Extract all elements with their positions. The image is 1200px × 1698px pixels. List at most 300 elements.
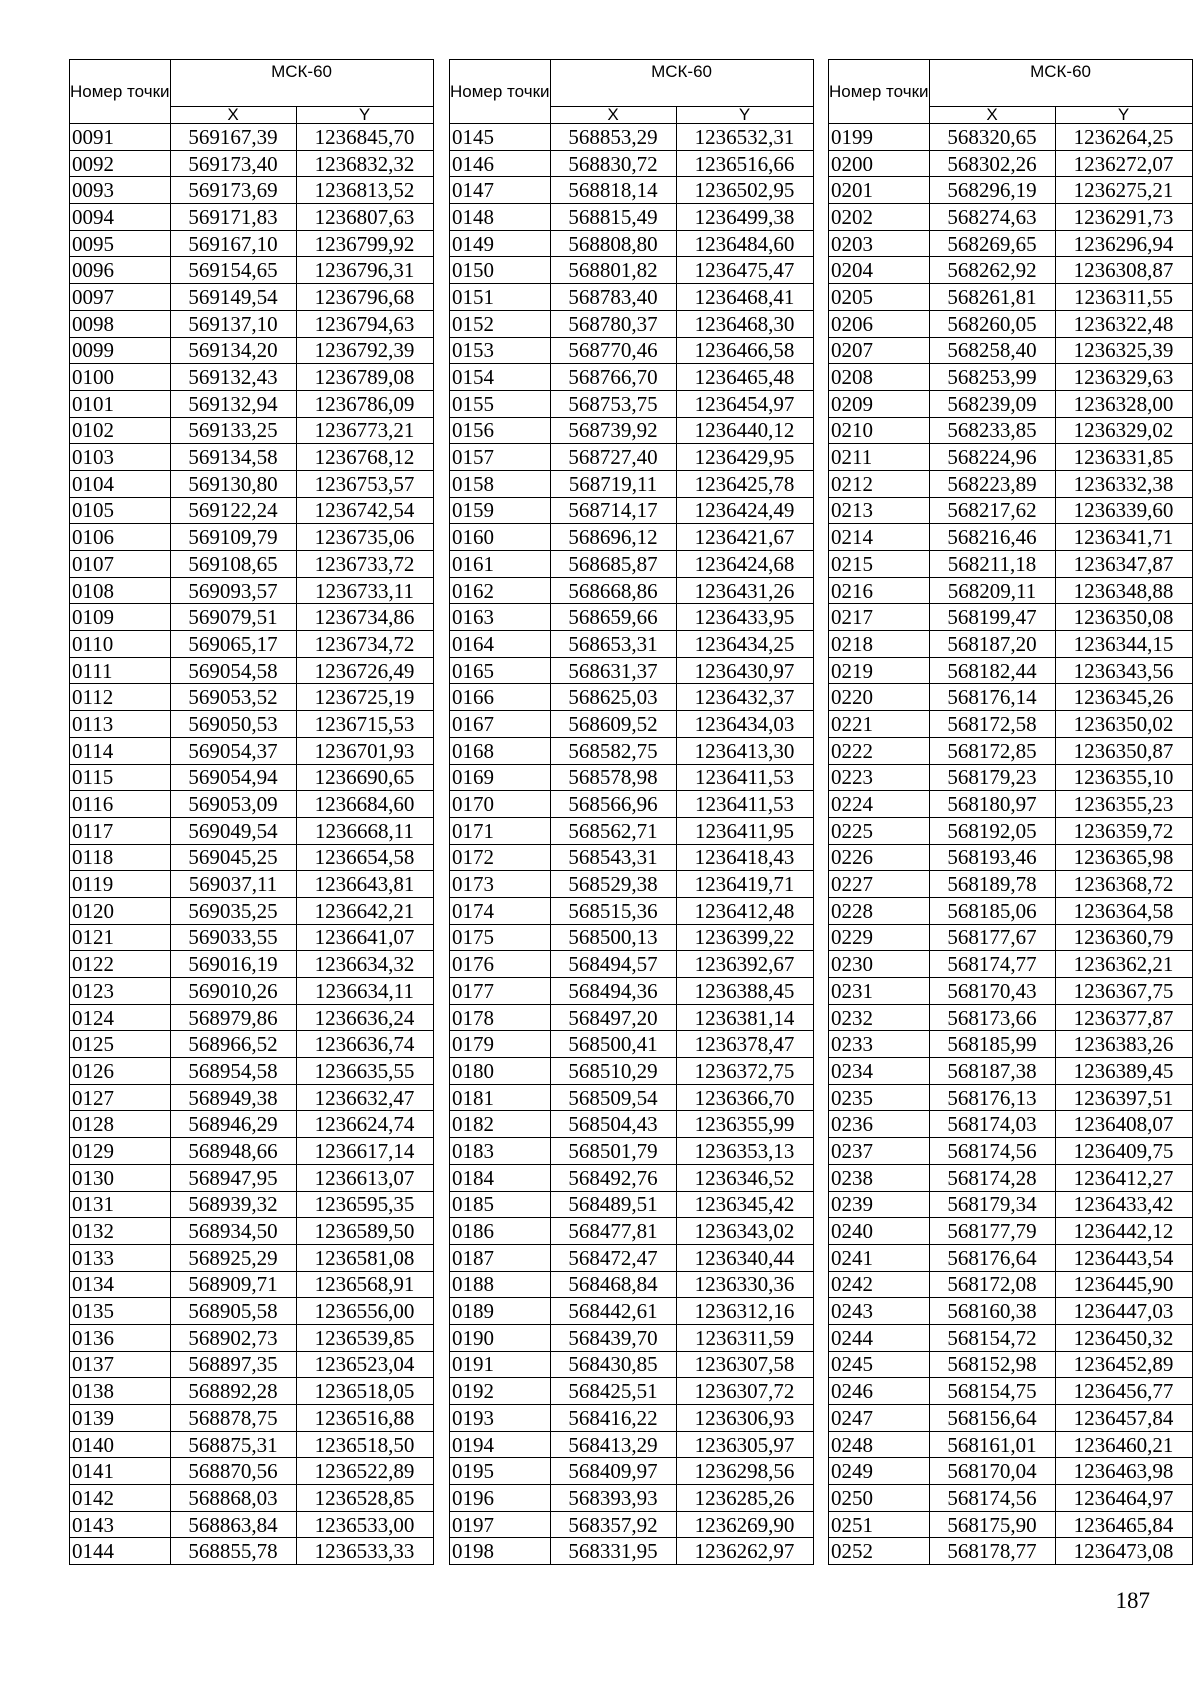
point-number-cell: 0193	[450, 1405, 551, 1432]
x-cell: 568500,41	[550, 1031, 676, 1058]
y-cell: 1236311,59	[676, 1324, 813, 1351]
x-cell: 568223,89	[929, 470, 1055, 497]
x-cell: 568260,05	[929, 310, 1055, 337]
y-cell: 1236789,08	[296, 364, 433, 391]
table-row	[829, 604, 1193, 631]
x-header: X	[929, 107, 1055, 124]
x-cell: 569130,80	[170, 470, 296, 497]
y-cell: 1236367,75	[1055, 978, 1192, 1005]
x-cell: 568529,38	[550, 871, 676, 898]
point-number-cell: 0250	[829, 1485, 930, 1512]
point-number-cell: 0155	[450, 390, 551, 417]
table-row	[70, 497, 434, 524]
table-row	[829, 1378, 1193, 1405]
table-row	[70, 1324, 434, 1351]
table-row	[70, 150, 434, 177]
y-cell: 1236413,30	[676, 737, 813, 764]
table-row	[829, 657, 1193, 684]
x-cell: 568494,57	[550, 951, 676, 978]
table-row	[829, 1511, 1193, 1538]
x-cell: 568578,98	[550, 764, 676, 791]
y-cell: 1236429,95	[676, 444, 813, 471]
point-number-cell: 0153	[450, 337, 551, 364]
table-row	[70, 684, 434, 711]
point-number-cell: 0139	[70, 1405, 171, 1432]
x-cell: 569054,58	[170, 657, 296, 684]
point-number-cell: 0158	[450, 470, 551, 497]
point-number-cell: 0093	[70, 177, 171, 204]
table-row	[70, 924, 434, 951]
x-cell: 569035,25	[170, 897, 296, 924]
x-cell: 568261,81	[929, 284, 1055, 311]
y-cell: 1236411,53	[676, 791, 813, 818]
point-number-cell: 0203	[829, 230, 930, 257]
point-number-cell: 0135	[70, 1298, 171, 1325]
y-cell: 1236307,58	[676, 1351, 813, 1378]
x-cell: 568818,14	[550, 177, 676, 204]
point-number-cell: 0127	[70, 1084, 171, 1111]
point-number-cell: 0172	[450, 844, 551, 871]
point-number-cell: 0220	[829, 684, 930, 711]
y-cell: 1236418,43	[676, 844, 813, 871]
table-row	[829, 1218, 1193, 1245]
point-number-cell: 0095	[70, 230, 171, 257]
x-cell: 568659,66	[550, 604, 676, 631]
x-cell: 568477,81	[550, 1218, 676, 1245]
y-cell: 1236419,71	[676, 871, 813, 898]
x-cell: 569016,19	[170, 951, 296, 978]
x-cell: 568180,97	[929, 791, 1055, 818]
point-number-cell: 0106	[70, 524, 171, 551]
table-row	[829, 1031, 1193, 1058]
y-cell: 1236392,67	[676, 951, 813, 978]
table-row	[70, 337, 434, 364]
table-row	[70, 1004, 434, 1031]
point-number-cell: 0227	[829, 871, 930, 898]
x-cell: 568515,36	[550, 897, 676, 924]
y-cell: 1236359,72	[1055, 817, 1192, 844]
point-number-cell: 0137	[70, 1351, 171, 1378]
table-row	[70, 1298, 434, 1325]
table-row	[70, 737, 434, 764]
x-cell: 568224,96	[929, 444, 1055, 471]
point-number-cell: 0108	[70, 577, 171, 604]
coordinates-body	[450, 124, 814, 1565]
x-cell: 568154,72	[929, 1324, 1055, 1351]
x-cell: 568696,12	[550, 524, 676, 551]
table-row	[450, 1324, 814, 1351]
x-cell: 569065,17	[170, 631, 296, 658]
point-number-cell: 0136	[70, 1324, 171, 1351]
table-row	[70, 1271, 434, 1298]
table-row	[450, 604, 814, 631]
x-cell: 568830,72	[550, 150, 676, 177]
table-row	[70, 124, 434, 151]
y-cell: 1236475,47	[676, 257, 813, 284]
y-cell: 1236360,79	[1055, 924, 1192, 951]
y-cell: 1236613,07	[296, 1164, 433, 1191]
x-cell: 568430,85	[550, 1351, 676, 1378]
x-cell: 568193,46	[929, 844, 1055, 871]
point-number-cell: 0236	[829, 1111, 930, 1138]
point-number-cell: 0187	[450, 1244, 551, 1271]
x-cell: 569171,83	[170, 204, 296, 231]
y-cell: 1236634,11	[296, 978, 433, 1005]
y-cell: 1236636,74	[296, 1031, 433, 1058]
table-row	[450, 844, 814, 871]
x-cell: 569054,37	[170, 737, 296, 764]
y-cell: 1236298,56	[676, 1458, 813, 1485]
point-number-cell: 0185	[450, 1191, 551, 1218]
point-number-cell: 0212	[829, 470, 930, 497]
y-cell: 1236291,73	[1055, 204, 1192, 231]
y-cell: 1236262,97	[676, 1538, 813, 1565]
point-number-cell: 0157	[450, 444, 551, 471]
x-cell: 569108,65	[170, 551, 296, 578]
y-cell: 1236456,77	[1055, 1378, 1192, 1405]
y-cell: 1236690,65	[296, 764, 433, 791]
point-number-cell: 0105	[70, 497, 171, 524]
table-row	[829, 310, 1193, 337]
point-number-cell: 0235	[829, 1084, 930, 1111]
y-cell: 1236311,55	[1055, 284, 1192, 311]
y-cell: 1236296,94	[1055, 230, 1192, 257]
x-cell: 568582,75	[550, 737, 676, 764]
table-row	[450, 417, 814, 444]
x-header: X	[170, 107, 296, 124]
table-row	[829, 791, 1193, 818]
x-cell: 568199,47	[929, 604, 1055, 631]
point-number-cell: 0218	[829, 631, 930, 658]
y-cell: 1236368,72	[1055, 871, 1192, 898]
table-row	[70, 551, 434, 578]
table-row	[70, 764, 434, 791]
table-row	[450, 1405, 814, 1432]
y-cell: 1236388,45	[676, 978, 813, 1005]
y-cell: 1236440,12	[676, 417, 813, 444]
x-cell: 568189,78	[929, 871, 1055, 898]
coordinates-body	[829, 124, 1193, 1565]
x-cell: 568966,52	[170, 1031, 296, 1058]
table-row	[829, 1004, 1193, 1031]
y-cell: 1236433,42	[1055, 1191, 1192, 1218]
x-cell: 568500,13	[550, 924, 676, 951]
coordinate-system-header: МСК-60	[929, 60, 1192, 107]
x-cell: 568154,75	[929, 1378, 1055, 1405]
point-number-cell: 0167	[450, 711, 551, 738]
y-cell: 1236632,47	[296, 1084, 433, 1111]
x-cell: 569033,55	[170, 924, 296, 951]
table-row	[70, 1405, 434, 1432]
point-number-cell: 0141	[70, 1458, 171, 1485]
x-cell: 569167,39	[170, 124, 296, 151]
x-cell: 569137,10	[170, 310, 296, 337]
y-cell: 1236753,57	[296, 470, 433, 497]
point-number-cell: 0196	[450, 1485, 551, 1512]
y-cell: 1236434,03	[676, 711, 813, 738]
x-cell: 568653,31	[550, 631, 676, 658]
y-cell: 1236344,15	[1055, 631, 1192, 658]
point-number-cell: 0223	[829, 764, 930, 791]
x-cell: 568172,58	[929, 711, 1055, 738]
point-number-cell: 0216	[829, 577, 930, 604]
point-number-cell: 0112	[70, 684, 171, 711]
y-cell: 1236381,14	[676, 1004, 813, 1031]
y-cell: 1236411,53	[676, 764, 813, 791]
coordinate-system-header: МСК-60	[550, 60, 813, 107]
y-cell: 1236332,38	[1055, 470, 1192, 497]
y-cell: 1236275,21	[1055, 177, 1192, 204]
y-cell: 1236343,56	[1055, 657, 1192, 684]
y-cell: 1236522,89	[296, 1458, 433, 1485]
x-cell: 568489,51	[550, 1191, 676, 1218]
x-cell: 568172,08	[929, 1271, 1055, 1298]
point-number-cell: 0178	[450, 1004, 551, 1031]
y-cell: 1236305,97	[676, 1431, 813, 1458]
x-cell: 568192,05	[929, 817, 1055, 844]
table-row	[829, 1138, 1193, 1165]
table-row	[450, 737, 814, 764]
y-cell: 1236330,36	[676, 1271, 813, 1298]
x-cell: 568625,03	[550, 684, 676, 711]
point-number-cell: 0207	[829, 337, 930, 364]
x-cell: 568177,79	[929, 1218, 1055, 1245]
point-number-cell: 0094	[70, 204, 171, 231]
table-row	[829, 124, 1193, 151]
table-row	[829, 1058, 1193, 1085]
y-cell: 1236409,75	[1055, 1138, 1192, 1165]
y-cell: 1236347,87	[1055, 551, 1192, 578]
point-number-cell: 0159	[450, 497, 551, 524]
x-cell: 568472,47	[550, 1244, 676, 1271]
x-cell: 568161,01	[929, 1431, 1055, 1458]
x-cell: 568719,11	[550, 470, 676, 497]
y-cell: 1236813,52	[296, 177, 433, 204]
table-row	[450, 631, 814, 658]
point-number-cell: 0114	[70, 737, 171, 764]
x-cell: 568766,70	[550, 364, 676, 391]
table-row	[829, 150, 1193, 177]
table-row	[450, 1084, 814, 1111]
point-number-cell: 0140	[70, 1431, 171, 1458]
x-cell: 568187,20	[929, 631, 1055, 658]
point-number-cell: 0176	[450, 951, 551, 978]
y-header: Y	[296, 107, 433, 124]
point-number-cell: 0230	[829, 951, 930, 978]
table-row	[450, 284, 814, 311]
table-row	[829, 470, 1193, 497]
y-cell: 1236643,81	[296, 871, 433, 898]
point-number-cell: 0190	[450, 1324, 551, 1351]
point-number-cell: 0182	[450, 1111, 551, 1138]
point-number-cell: 0120	[70, 897, 171, 924]
x-cell: 568296,19	[929, 177, 1055, 204]
x-cell: 568173,66	[929, 1004, 1055, 1031]
y-cell: 1236641,07	[296, 924, 433, 951]
x-cell: 569079,51	[170, 604, 296, 631]
point-number-cell: 0221	[829, 711, 930, 738]
point-number-cell: 0238	[829, 1164, 930, 1191]
y-cell: 1236532,31	[676, 124, 813, 151]
table-row	[450, 871, 814, 898]
y-cell: 1236306,93	[676, 1405, 813, 1432]
x-cell: 568875,31	[170, 1431, 296, 1458]
x-cell: 568934,50	[170, 1218, 296, 1245]
x-cell: 568783,40	[550, 284, 676, 311]
x-cell: 569167,10	[170, 230, 296, 257]
table-row	[829, 844, 1193, 871]
table-row	[70, 604, 434, 631]
table-row	[450, 497, 814, 524]
x-cell: 568156,64	[929, 1405, 1055, 1432]
y-cell: 1236397,51	[1055, 1084, 1192, 1111]
x-cell: 568216,46	[929, 524, 1055, 551]
table-row	[450, 791, 814, 818]
table-row	[450, 817, 814, 844]
y-cell: 1236355,99	[676, 1111, 813, 1138]
x-cell: 568855,78	[170, 1538, 296, 1565]
y-cell: 1236322,48	[1055, 310, 1192, 337]
point-number-cell: 0199	[829, 124, 930, 151]
point-number-cell: 0183	[450, 1138, 551, 1165]
y-cell: 1236502,95	[676, 177, 813, 204]
y-cell: 1236442,12	[1055, 1218, 1192, 1245]
table-row	[70, 177, 434, 204]
x-cell: 568175,90	[929, 1511, 1055, 1538]
x-cell: 568357,92	[550, 1511, 676, 1538]
y-cell: 1236329,63	[1055, 364, 1192, 391]
coordinates-table-1	[69, 59, 434, 1565]
point-number-cell: 0192	[450, 1378, 551, 1405]
point-number-cell: 0100	[70, 364, 171, 391]
table-row	[70, 1084, 434, 1111]
y-cell: 1236792,39	[296, 337, 433, 364]
table-row	[450, 310, 814, 337]
point-number-cell: 0150	[450, 257, 551, 284]
y-cell: 1236735,06	[296, 524, 433, 551]
y-cell: 1236518,05	[296, 1378, 433, 1405]
y-cell: 1236523,04	[296, 1351, 433, 1378]
table-row	[450, 1485, 814, 1512]
table-row	[70, 257, 434, 284]
table-row	[829, 524, 1193, 551]
point-number-cell: 0234	[829, 1058, 930, 1085]
point-number-cell: 0134	[70, 1271, 171, 1298]
y-cell: 1236468,30	[676, 310, 813, 337]
x-cell: 568946,29	[170, 1111, 296, 1138]
x-cell: 569173,69	[170, 177, 296, 204]
point-number-cell: 0247	[829, 1405, 930, 1432]
point-number-cell: 0248	[829, 1431, 930, 1458]
point-number-cell: 0184	[450, 1164, 551, 1191]
point-number-cell: 0217	[829, 604, 930, 631]
x-cell: 568152,98	[929, 1351, 1055, 1378]
point-number-cell: 0211	[829, 444, 930, 471]
x-cell: 569122,24	[170, 497, 296, 524]
y-cell: 1236589,50	[296, 1218, 433, 1245]
point-number-cell: 0219	[829, 657, 930, 684]
y-cell: 1236328,00	[1055, 390, 1192, 417]
x-cell: 569149,54	[170, 284, 296, 311]
table-row	[70, 871, 434, 898]
y-cell: 1236285,26	[676, 1485, 813, 1512]
x-cell: 568177,67	[929, 924, 1055, 951]
x-cell: 568868,03	[170, 1485, 296, 1512]
table-row	[829, 390, 1193, 417]
table-row	[70, 1378, 434, 1405]
table-row	[450, 390, 814, 417]
point-number-cell: 0174	[450, 897, 551, 924]
point-number-cell: 0107	[70, 551, 171, 578]
y-cell: 1236516,66	[676, 150, 813, 177]
table-row	[829, 764, 1193, 791]
table-row	[829, 1405, 1193, 1432]
point-number-cell: 0147	[450, 177, 551, 204]
x-cell: 568714,17	[550, 497, 676, 524]
x-cell: 568179,34	[929, 1191, 1055, 1218]
x-cell: 568947,95	[170, 1164, 296, 1191]
y-cell: 1236634,32	[296, 951, 433, 978]
x-cell: 568269,65	[929, 230, 1055, 257]
table-row	[70, 1218, 434, 1245]
table-row	[829, 497, 1193, 524]
x-cell: 568954,58	[170, 1058, 296, 1085]
point-number-cell: 0251	[829, 1511, 930, 1538]
table-row	[829, 1324, 1193, 1351]
table-row	[450, 470, 814, 497]
point-number-cell: 0164	[450, 631, 551, 658]
x-cell: 568176,13	[929, 1084, 1055, 1111]
point-number-cell: 0098	[70, 310, 171, 337]
table-row	[70, 310, 434, 337]
x-cell: 569133,25	[170, 417, 296, 444]
y-cell: 1236796,68	[296, 284, 433, 311]
x-cell: 568492,76	[550, 1164, 676, 1191]
x-cell: 569134,58	[170, 444, 296, 471]
y-cell: 1236473,08	[1055, 1538, 1192, 1565]
table-row	[450, 924, 814, 951]
table-row	[450, 657, 814, 684]
y-cell: 1236518,50	[296, 1431, 433, 1458]
table-row	[829, 897, 1193, 924]
table-row	[450, 1191, 814, 1218]
x-cell: 568566,96	[550, 791, 676, 818]
table-row	[70, 1138, 434, 1165]
y-cell: 1236786,09	[296, 390, 433, 417]
y-cell: 1236412,48	[676, 897, 813, 924]
table-row	[70, 204, 434, 231]
y-cell: 1236312,16	[676, 1298, 813, 1325]
y-cell: 1236383,26	[1055, 1031, 1192, 1058]
point-number-cell: 0130	[70, 1164, 171, 1191]
y-cell: 1236443,54	[1055, 1244, 1192, 1271]
table-row	[829, 871, 1193, 898]
y-cell: 1236378,47	[676, 1031, 813, 1058]
table-row	[450, 230, 814, 257]
point-number-cell: 0122	[70, 951, 171, 978]
point-number-cell: 0131	[70, 1191, 171, 1218]
point-number-cell: 0200	[829, 150, 930, 177]
y-cell: 1236350,08	[1055, 604, 1192, 631]
point-number-cell: 0101	[70, 390, 171, 417]
y-cell: 1236348,88	[1055, 577, 1192, 604]
x-cell: 568949,38	[170, 1084, 296, 1111]
y-cell: 1236433,95	[676, 604, 813, 631]
y-cell: 1236725,19	[296, 684, 433, 711]
point-number-cell: 0123	[70, 978, 171, 1005]
point-number-cell: 0226	[829, 844, 930, 871]
y-cell: 1236568,91	[296, 1271, 433, 1298]
